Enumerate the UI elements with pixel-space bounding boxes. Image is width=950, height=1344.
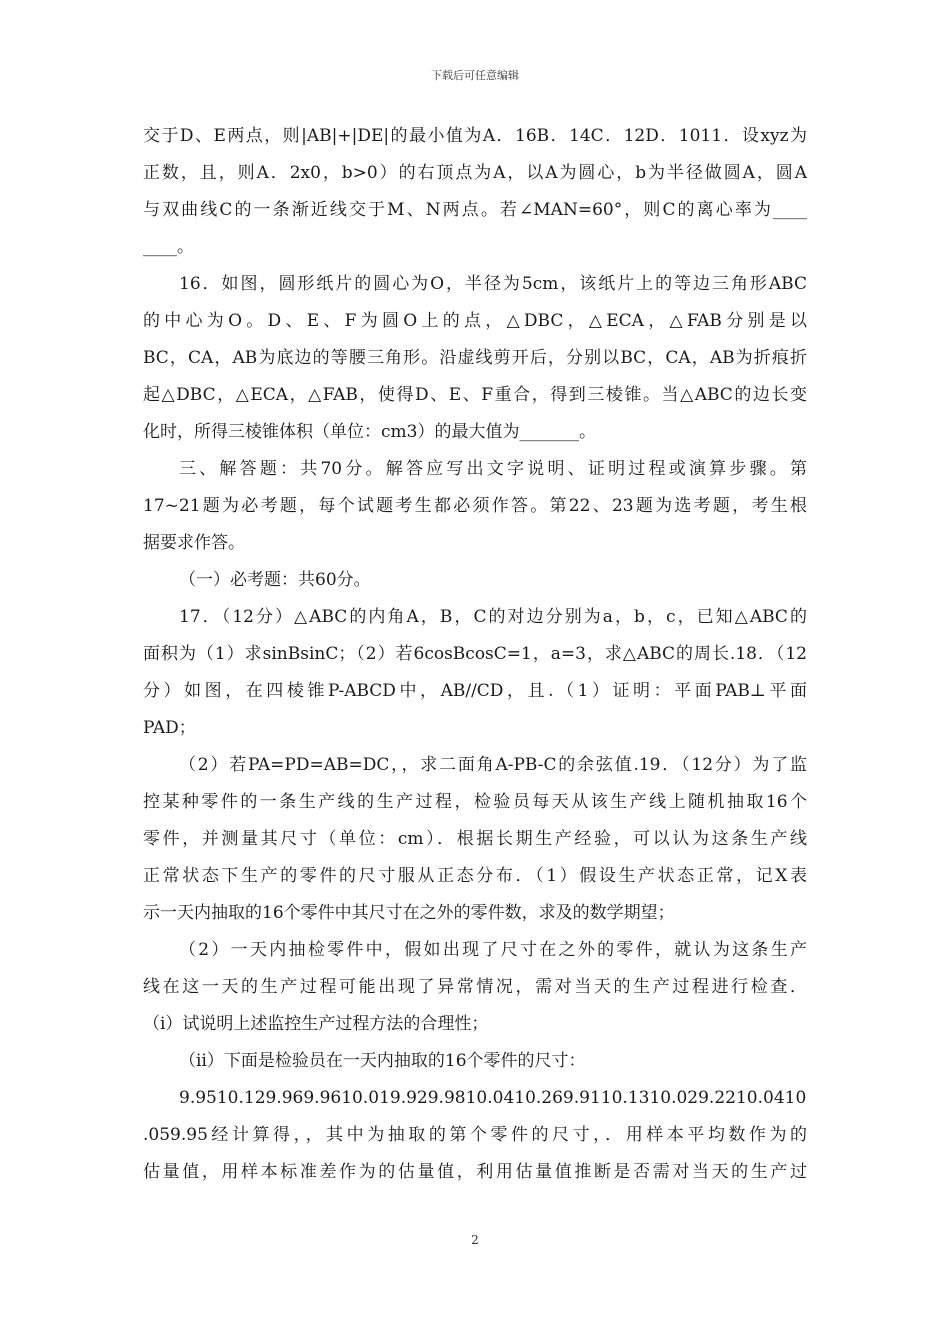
page-number: 2 [471,1233,479,1247]
text-line: 交于D、E两点，则|AB|+|DE|的最小值为A．16B．14C．12D．1011．设xyz为 [143,126,807,146]
text-line: （ⅰ）试说明上述监控生产过程方法的合理性； [143,1014,489,1034]
text-line: 化时，所得三棱锥体积（单位：cm3）的最大值为_______。 [143,422,596,442]
text-line: （ⅱ）下面是检验员在一天内抽取的16个零件的尺寸： [179,1051,586,1071]
text-line: .059.95经计算得，，其中为抽取的第个零件的尺寸，．用样本平均数作为的 [143,1125,807,1145]
text-line: （一）必考题：共60分。 [179,570,371,590]
text-line: 控某种零件的一条生产线的生产过程，检验员每天从该生产线上随机抽取16个 [143,792,807,812]
text-line: 与双曲线C的一条渐近线交于M、N两点。若∠MAN=60°，则C的离心率为____ [143,200,807,220]
text-line: （2）若PA=PD=AB=DC，，求二面角A-PB-C的余弦值.19．（12分）为了监 [179,755,807,775]
text-line: 三、解答题：共70分。解答应写出文字说明、证明过程或演算步骤。第 [179,459,807,479]
text-line: 正常状态下生产的零件的尺寸服从正态分布．（1）假设生产状态正常，记X表 [143,866,807,886]
text-line: BC，CA，AB为底边的等腰三角形。沿虚线剪开后，分别以BC，CA，AB为折痕折 [143,348,807,368]
text-line: 的中心为O。D、E、F为圆O上的点，△DBC，△ECA，△FAB分别是以 [143,311,807,331]
text-line: 9.9510.129.969.9610.019.929.9810.0410.269.9110.1310.029.2210.0410 [179,1088,807,1108]
text-line: 据要求作答。 [143,533,245,553]
text-line: 17．（12分）△ABC的内角A，B，C的对边分别为a，b，c，已知△ABC的 [179,607,807,627]
text-line: 正数，且，则A．2x0，b>0）的右顶点为A，以A为圆心，b为半径做圆A，圆A [143,163,807,183]
text-line: 估量值，用样本标准差作为的估量值，利用估量值推断是否需对当天的生产过 [143,1162,807,1182]
text-line: （2）一天内抽检零件中，假如出现了尺寸在之外的零件，就认为这条生产 [179,940,807,960]
text-line: PAD； [143,718,196,738]
text-line: ____。 [143,237,194,257]
text-line: 线在这一天的生产过程可能出现了异常情况，需对当天的生产过程进行检查． [143,977,807,997]
text-line: 面积为（1）求sinBsinC；（2）若6cosBcosC=1，a=3，求△ABC的周长.18．（12 [143,644,807,664]
text-line: 分）如图，在四棱锥P-ABCD中，AB//CD，且.（1）证明：平面PAB⊥平面 [143,681,807,701]
text-line: 示一天内抽取的16个零件中其尺寸在之外的零件数，求及的数学期望； [143,903,675,923]
text-line: 零件，并测量其尺寸（单位：cm）．根据长期生产经验，可以认为这条生产线 [143,829,807,849]
text-line: 起△DBC，△ECA，△FAB，使得D、E、F重合，得到三棱锥。当△ABC的边长变 [143,385,807,405]
text-line: 17~21题为必考题，每个试题考生都必须作答。第22、23题为选考题，考生根 [143,496,807,516]
body-text [143,118,807,1191]
page-header: 下载后可任意编辑 [431,69,519,82]
text-line: 16．如图，圆形纸片的圆心为O，半径为5cm，该纸片上的等边三角形ABC [179,274,807,294]
